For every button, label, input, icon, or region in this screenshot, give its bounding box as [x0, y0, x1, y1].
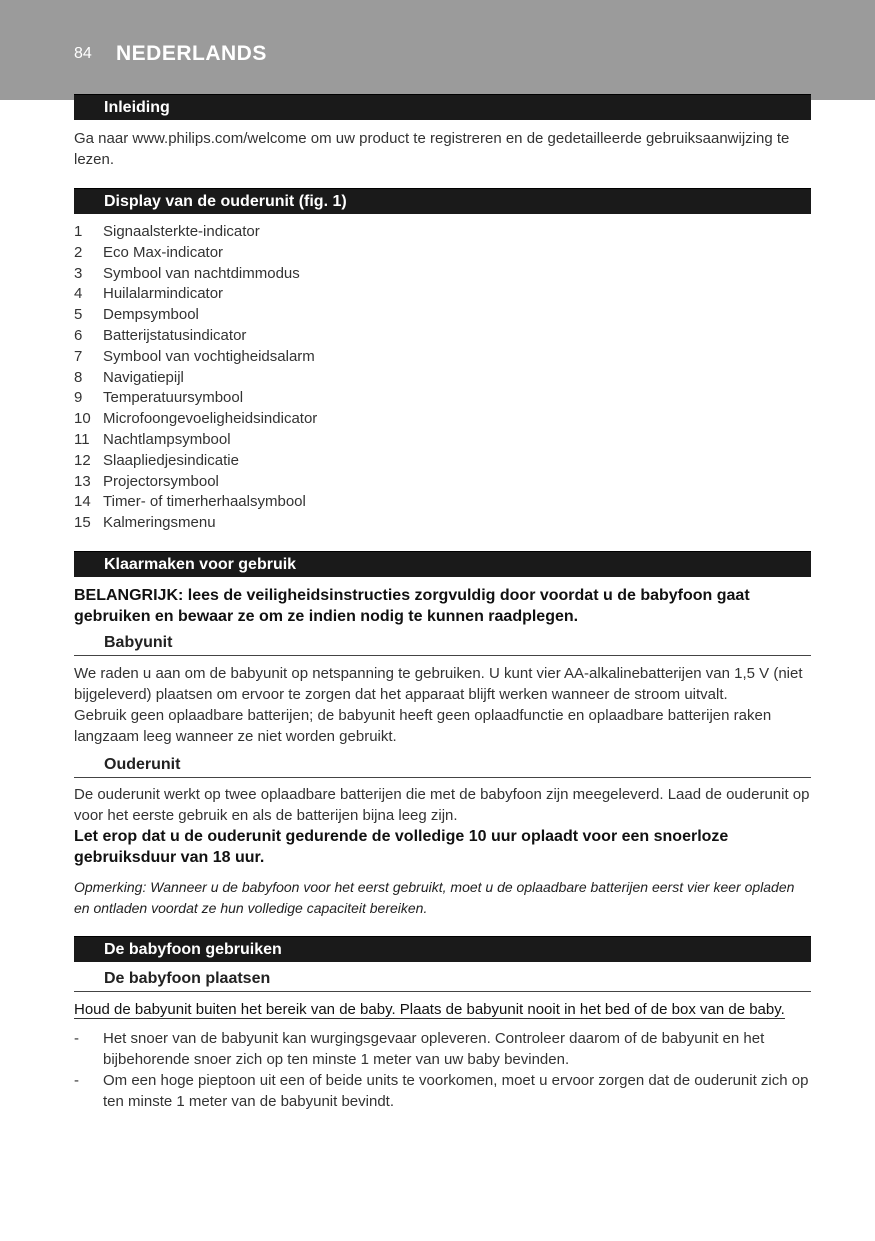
list-item-label: Dempsymbool: [103, 306, 199, 324]
list-item: [74, 388, 811, 409]
list-item-number: 9: [74, 389, 83, 407]
list-item-number: 1: [74, 223, 83, 240]
intro-text: Ga naar www.philips.com/welcome om uw product te registreren en de gedetailleerde gebruiksaanwijzing te lezen.: [74, 130, 790, 168]
ouderunit-text: De ouderunit werkt op twee oplaadbare batterijen die met de babyfoon zijn meegeleverd. Laad de ouderunit op voor het eerste gebruik en als de batterijen bijna leeg zijn.: [74, 785, 810, 824]
section-prepare-heading: Klaarmaken voor gebruik: [74, 551, 811, 577]
list-item: [74, 347, 811, 368]
language-title: NEDERLANDS: [116, 42, 267, 65]
list-item-label: Microfoongevoeligheidsindicator: [103, 410, 318, 428]
warning-underlined-text: Houd de babyunit buiten het bereik van de baby. Plaats de babyunit nooit in het bed of de box van de baby.: [74, 1000, 785, 1018]
list-item: [74, 243, 811, 264]
list-item-number: 5: [74, 306, 83, 324]
bullet-dash: -: [74, 1029, 79, 1047]
list-item-label: Signaalsterkte-indicator: [103, 223, 260, 240]
bullet-text: Om een hoge pieptoon uit een of beide units te voorkomen, moet u ervoor zorgen dat de ouderunit zich op ten minste 1 meter van de babyunit bevindt.: [103, 1071, 809, 1110]
note-text: Opmerking: Wanneer u de babyfoon voor het eerst gebruikt, moet u de oplaadbare batterijen eerst vier keer opladen en ontladen voordat ze hun volledige capaciteit bereiken.: [74, 878, 795, 916]
list-item-label: Huilalarmindicator: [103, 285, 224, 303]
list-item: [74, 284, 811, 305]
list-item: [74, 409, 811, 430]
ouderunit-charge-notice: Let erop dat u de ouderunit gedurende de volledige 10 uur oplaadt voor een snoerloze gebruiksduur van 18 uur.: [74, 827, 729, 866]
warning-text: [74, 999, 811, 1020]
list-item-number: 8: [74, 368, 83, 386]
page-header: [0, 0, 875, 100]
place-heading: De babyfoon plaatsen: [74, 968, 811, 992]
ouderunit-heading: Ouderunit: [74, 754, 811, 778]
bullet-list: [74, 1028, 811, 1112]
list-item-number: 12: [74, 451, 91, 469]
list-item-label: Navigatiepijl: [103, 368, 184, 386]
page-content: [74, 94, 811, 1112]
bullet-text: Het snoer van de babyunit kan wurgingsgevaar opleveren. Controleer daarom of de babyunit en het bijbehorende snoer zich op ten minste 1 meter van uw baby bevinden.: [103, 1029, 765, 1068]
list-item: [74, 326, 811, 347]
list-item: [74, 451, 811, 472]
list-item-label: Timer- of timerherhaalsymbool: [103, 493, 306, 511]
bullet-dash: -: [74, 1071, 79, 1089]
list-item-label: Symbool van vochtigheidsalarm: [103, 347, 315, 365]
bullet-item: [74, 1028, 811, 1070]
list-item-label: Symbool van nachtdimmodus: [103, 264, 300, 282]
list-item-number: 15: [74, 514, 91, 532]
list-item: [74, 430, 811, 451]
list-item-number: 10: [74, 410, 91, 428]
bullet-item: [74, 1070, 811, 1112]
babyunit-text-2: Gebruik geen oplaadbare batterijen; de babyunit heeft geen oplaadfunctie en oplaadbare batterijen raken langzaam leeg wanneer ze niet worden gebruikt.: [74, 706, 772, 745]
list-item: [74, 222, 811, 243]
list-item-label: Slaapliedjesindicatie: [103, 451, 239, 469]
section-display-heading: Display van de ouderunit (fig. 1): [74, 188, 811, 214]
list-item-label: Projectorsymbool: [103, 472, 219, 490]
babyunit-heading: Babyunit: [74, 632, 811, 656]
list-item-label: Eco Max-indicator: [103, 243, 224, 261]
section-intro-heading: Inleiding: [74, 94, 811, 120]
babyunit-text-1: We raden u aan om de babyunit op netspanning te gebruiken. U kunt vier AA-alkalinebatterijen van 1,5 V (niet bijgeleverd) plaatsen om ervoor te zorgen dat het apparaat blijft werken wanneer de stroom uitvalt.: [74, 664, 803, 703]
list-item-number: 6: [74, 326, 83, 344]
list-item-number: 13: [74, 472, 91, 490]
list-item: [74, 492, 811, 513]
page-number: 84: [74, 45, 92, 62]
list-item-number: 14: [74, 493, 91, 511]
list-item-label: Kalmeringsmenu: [103, 514, 216, 532]
list-item: [74, 513, 811, 534]
list-item-number: 11: [74, 430, 90, 448]
list-item-label: Batterijstatusindicator: [103, 326, 247, 344]
list-item-number: 3: [74, 264, 83, 282]
list-item-label: Temperatuursymbool: [103, 389, 244, 407]
list-item-label: Nachtlampsymbool: [103, 430, 231, 448]
important-notice: BELANGRIJK: lees de veiligheidsinstructies zorgvuldig door voordat u de babyfoon gaat gebruiken en bewaar ze om ze indien nodig te kunnen raadplegen.: [74, 586, 750, 625]
display-list: [74, 222, 811, 534]
list-item-number: 7: [74, 347, 83, 365]
list-item-number: 2: [74, 243, 83, 261]
list-item: [74, 305, 811, 326]
list-item: [74, 264, 811, 285]
section-use-heading: De babyfoon gebruiken: [74, 936, 811, 962]
list-item: [74, 472, 811, 493]
list-item-number: 4: [74, 285, 83, 303]
list-item: [74, 368, 811, 389]
